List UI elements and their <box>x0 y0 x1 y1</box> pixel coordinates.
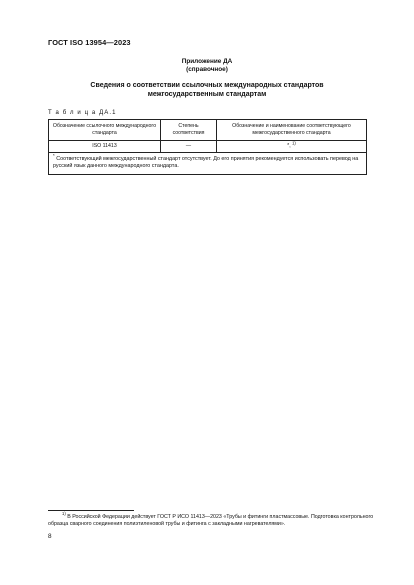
note-asterisk: * <box>53 152 55 158</box>
footnote-mark: 1) <box>62 511 66 517</box>
cell-degree: — <box>161 141 217 153</box>
note-text: Соответствующий межгосударственный стандарт отсутствует. До его принятия рекомендуется использовать перевод на русский язык данного международного стандарта. <box>53 155 359 169</box>
annex-status: (справочное) <box>186 66 228 73</box>
footnote-divider <box>48 510 134 511</box>
annex-heading: Сведения о соответствии ссылочных международных стандартов межгосударственным стандартам <box>90 82 324 98</box>
annex-title: Приложение ДА <box>181 58 233 65</box>
column-header-ref-standard: Обозначение ссылочного международного стандарта <box>49 120 161 141</box>
footnote-text: В Российской Федерации действует ГОСТ Р ИСО 11413—2023 «Трубы и фитинги пластмассовые. Подготовка контрольного образца сварного соединения полиэтиленовой трубы и фитинга с закладными нагревателями». <box>48 514 374 528</box>
reference-table <box>48 119 367 175</box>
column-header-degree: Степень соответствия <box>161 120 217 141</box>
table-note-row <box>49 152 367 174</box>
table-label: Т а б л и ц а ДА.1 <box>48 110 117 116</box>
document-code: ГОСТ ISO 13954—2023 <box>48 38 131 47</box>
column-header-interstate-standard: Обозначение и наименование соответствующего межгосударственного стандарта <box>217 120 367 141</box>
footnote-reference: 1) <box>292 140 296 146</box>
page-number: 8 <box>48 533 52 540</box>
table-note <box>49 152 367 174</box>
cell-ref-standard: ISO 11413 <box>49 141 161 153</box>
table-row <box>49 141 367 153</box>
table-header-row <box>49 120 367 141</box>
cell-asterisk: * <box>287 143 290 149</box>
cell-interstate-standard: *, $^{1)}$ <box>217 141 367 153</box>
footnote <box>48 511 388 529</box>
